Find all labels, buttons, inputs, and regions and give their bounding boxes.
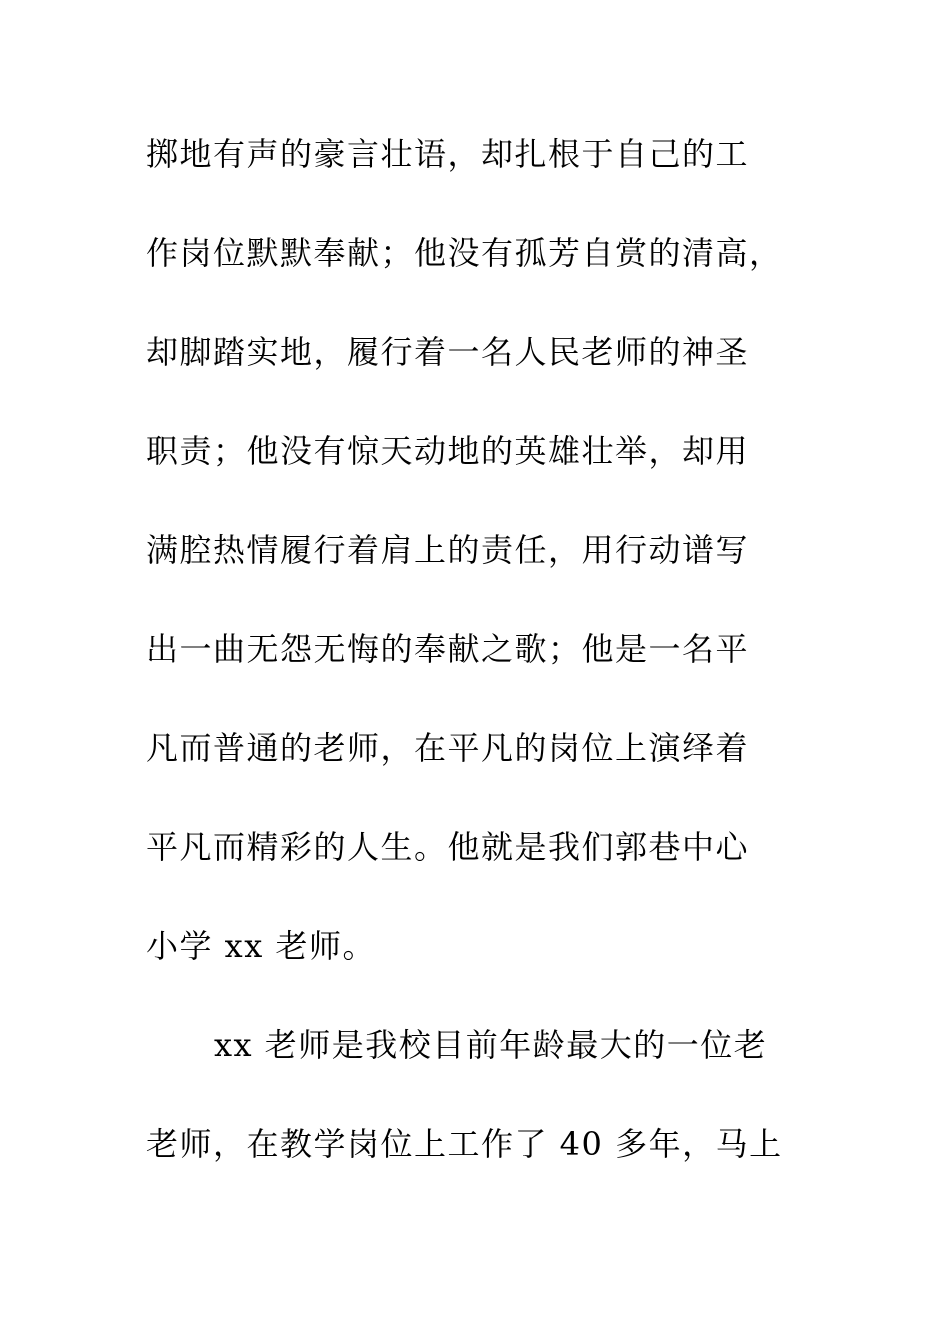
text-line: 凡而普通的老师，在平凡的岗位上演绎着 bbox=[146, 729, 750, 767]
text-line: 掷地有声的豪言壮语，却扎根于自己的工 bbox=[146, 135, 750, 173]
text-line: 却脚踏实地，履行着一名人民老师的神圣 bbox=[146, 333, 750, 371]
text-line: 老师，在教学岗位上工作了 40 多年，马上 bbox=[146, 1125, 783, 1163]
text-line: 满腔热情履行着肩上的责任，用行动谱写 bbox=[146, 531, 750, 569]
text-line: 作岗位默默奉献；他没有孤芳自赏的清高， bbox=[146, 234, 783, 272]
body-text bbox=[146, 124, 806, 1213]
text-line: 职责；他没有惊天动地的英雄壮举，却用 bbox=[146, 432, 750, 470]
text-line: 小学 xx 老师。 bbox=[146, 927, 376, 965]
paragraph-start-line: xx 老师是我校目前年龄最大的一位老 bbox=[214, 1026, 768, 1064]
text-line: 出一曲无怨无悔的奉献之歌；他是一名平 bbox=[146, 630, 750, 668]
text-line: 平凡而精彩的人生。他就是我们郭巷中心 bbox=[146, 828, 750, 866]
